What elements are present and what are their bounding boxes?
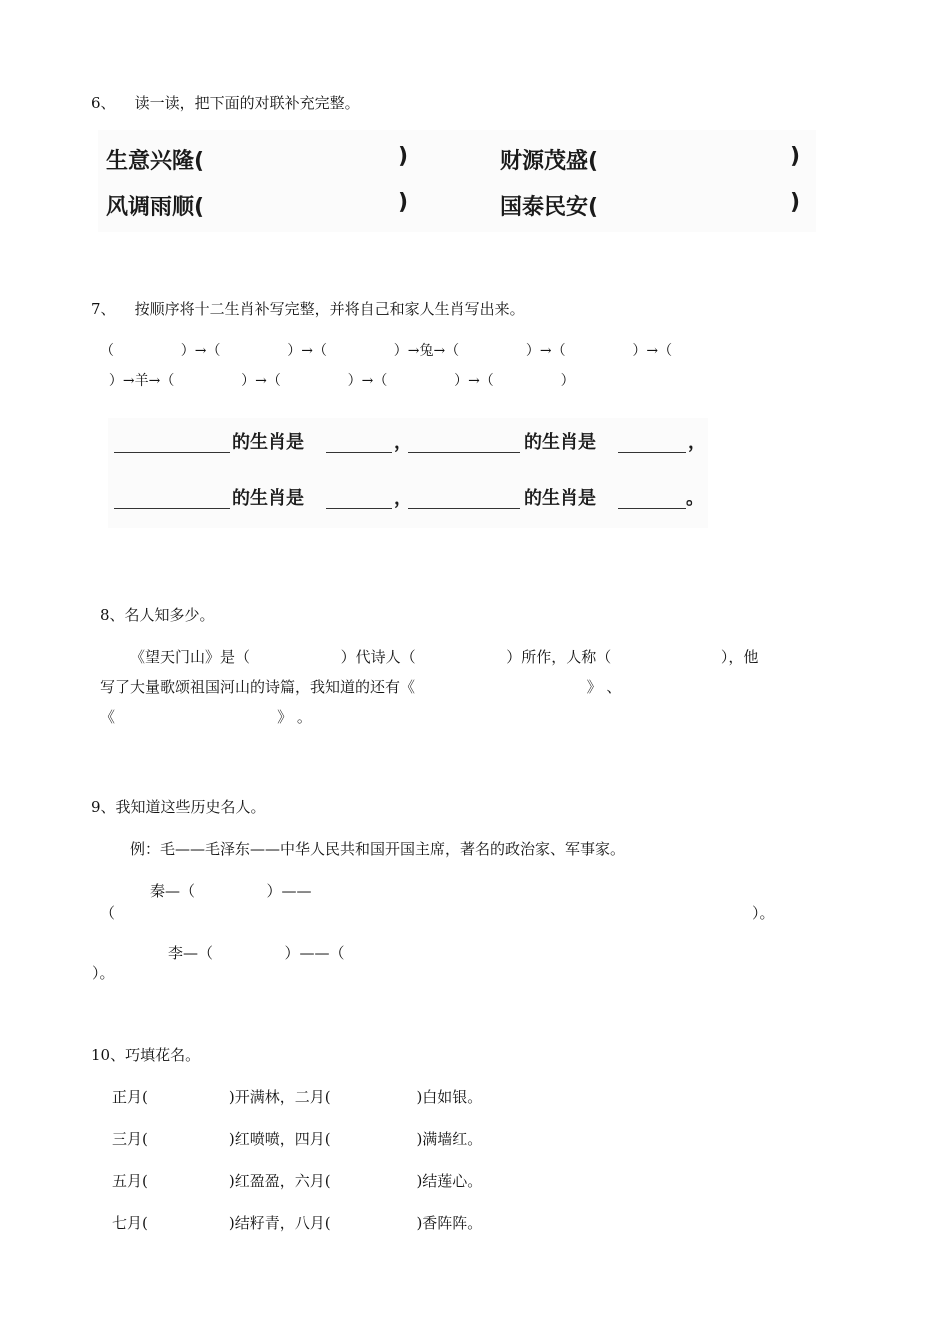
q7-title: 7、 按顺序将十二生肖补写完整，并将自己和家人生肖写出来。	[91, 300, 525, 318]
blank	[114, 452, 230, 453]
couplet-1: 生意兴隆(	[106, 149, 205, 174]
flower-row: 三月( )红喷喷，四月( )满墙红。	[112, 1130, 483, 1148]
couplet-2: 财源茂盛(	[500, 149, 599, 174]
blank	[408, 452, 520, 453]
flower-row: 正月( )开满林，二月( )白如银。	[112, 1088, 483, 1106]
q8-title: 8、名人知多少。	[100, 606, 215, 624]
q9-li-close: ）。	[92, 964, 115, 982]
couplet-4-close: )	[790, 190, 801, 215]
couplet-3: 风调雨顺(	[106, 195, 205, 220]
comma: ，	[394, 432, 412, 453]
zodiac-row-2: ）→羊→（ ）→（ ）→（ ）→（ ）	[100, 373, 575, 389]
blank	[326, 452, 392, 453]
couplet-3-close: )	[398, 190, 409, 215]
couplet-image	[98, 130, 816, 232]
flower-row: 七月( )结籽青，八月( )香阵阵。	[112, 1214, 483, 1232]
comma: ，	[394, 488, 412, 509]
zodiac-label: 的生肖是	[232, 488, 304, 509]
q9-example: 例：毛——毛泽东——中华人民共和国开国主席，著名的政治家、军事家。	[130, 840, 626, 858]
zodiac-label: 的生肖是	[524, 432, 596, 453]
q9-title: 9、我知道这些历史名人。	[91, 798, 266, 816]
q8-line-3: 《 》 。	[100, 708, 312, 726]
couplet-1-close: )	[398, 144, 409, 169]
period: 。	[686, 488, 704, 509]
couplet-4: 国泰民安(	[500, 195, 599, 220]
blank	[618, 452, 686, 453]
q10-title: 10、巧填花名。	[91, 1046, 201, 1064]
blank	[618, 508, 686, 509]
zodiac-label: 的生肖是	[232, 432, 304, 453]
q9-li: 李—（ ）——（	[168, 944, 345, 962]
family-zodiac-image	[108, 418, 708, 528]
q8-line-2: 写了大量歌颂祖国河山的诗篇，我知道的还有《 》 、	[100, 678, 622, 696]
flower-row: 五月( )红盈盈，六月( )结莲心。	[112, 1172, 483, 1190]
q6-title: 6、 读一读，把下面的对联补充完整。	[91, 94, 360, 112]
q8-line-1: 《望天门山》是（ ）代诗人（ ）所作，人称（ ），他	[130, 648, 759, 666]
q9-qin-close: ）。	[752, 904, 775, 922]
zodiac-row-1: （ ）→（ ）→（ ）→兔→（ ）→（ ）→（	[100, 343, 673, 359]
zodiac-label: 的生肖是	[524, 488, 596, 509]
blank	[114, 508, 230, 509]
q9-qin-open: （	[100, 904, 116, 922]
couplet-2-close: )	[790, 144, 801, 169]
q9-qin: 秦—（ ）——	[150, 882, 312, 900]
blank	[326, 508, 392, 509]
blank	[408, 508, 520, 509]
comma: ，	[688, 432, 706, 453]
